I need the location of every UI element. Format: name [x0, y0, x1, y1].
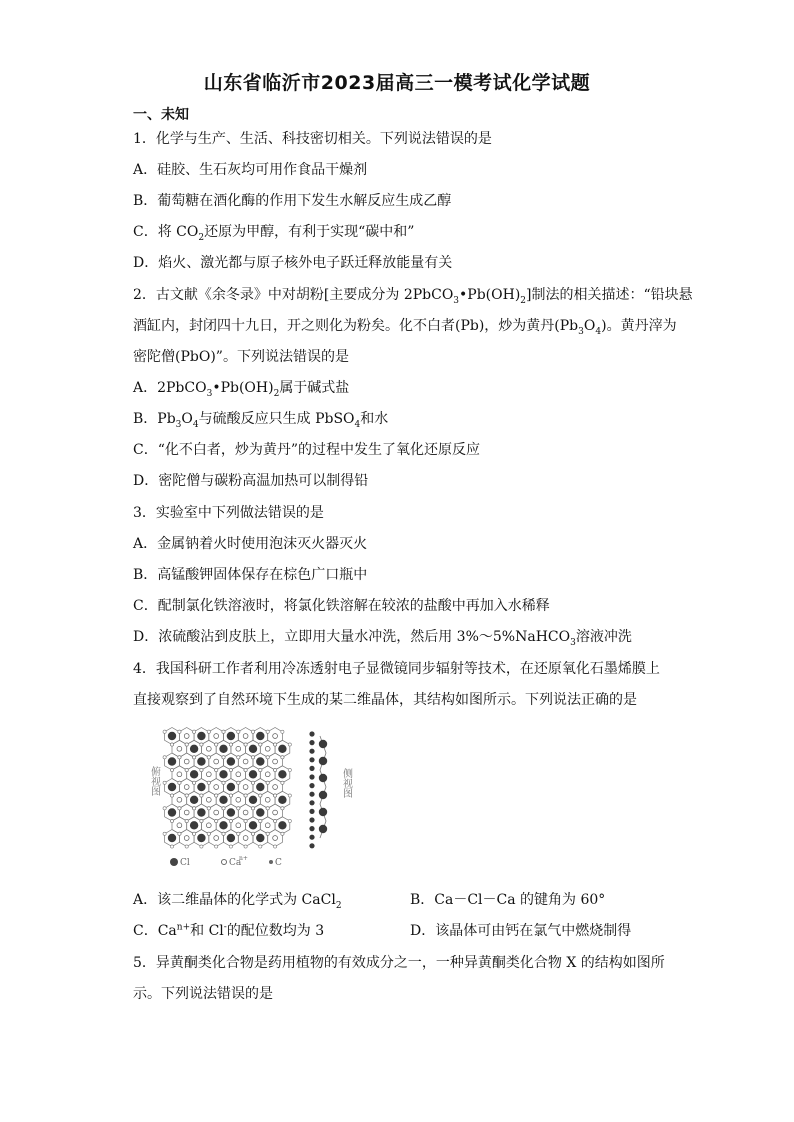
lattice-node	[207, 832, 210, 835]
lattice-node	[244, 845, 247, 848]
q3-option-a: A．金属钠着火时使用泡沫灭火器灭火	[133, 536, 368, 552]
lattice-node	[281, 832, 284, 835]
ca-atom	[206, 746, 211, 751]
legend-ca-marker	[222, 860, 227, 865]
lattice-node	[193, 730, 196, 733]
subscript: 3	[578, 326, 584, 337]
text: A．该二维晶体的化学式为 CaCl	[133, 892, 336, 908]
lattice-node	[185, 819, 188, 822]
text: C．将 CO	[133, 224, 199, 240]
q5-stem-line2: 示。下列说法错误的是	[133, 986, 273, 1002]
ca-atom	[273, 785, 278, 790]
side-chain-atom	[309, 817, 314, 822]
subscript: 3	[206, 388, 213, 399]
lattice-node	[163, 832, 166, 835]
side-zigzag	[320, 736, 326, 838]
cl-atom	[249, 770, 257, 778]
text: O	[181, 411, 193, 427]
lattice-node	[244, 768, 247, 771]
q2-option-d: D．密陀僧与碳粉高温加热可以制得铅	[133, 473, 369, 489]
lattice-node	[185, 794, 188, 797]
ca-atom	[177, 797, 182, 802]
lattice-node	[281, 756, 284, 759]
section-heading: 一、未知	[133, 107, 189, 123]
lattice-node	[170, 845, 173, 848]
text: •Pb(OH)	[459, 287, 521, 303]
lattice-node	[281, 730, 284, 733]
lattice-node	[163, 781, 166, 784]
ca-atom	[236, 823, 241, 828]
cl-atom	[227, 834, 235, 842]
side-chain-atom	[309, 826, 314, 831]
lattice-node	[193, 807, 196, 810]
lattice-node	[288, 794, 291, 797]
ca-atom	[214, 785, 219, 790]
lattice-node	[266, 756, 269, 759]
lattice-node	[266, 781, 269, 784]
lattice-node	[288, 768, 291, 771]
lattice-node	[251, 730, 254, 733]
lattice-node	[259, 794, 262, 797]
cl-atom	[227, 808, 235, 816]
cl-atom	[249, 821, 257, 829]
lattice-node	[237, 756, 240, 759]
q4-option-d: D．该晶体可由钙在氯气中燃烧制得	[410, 923, 632, 939]
side-view-lattice	[309, 731, 327, 848]
q4-option-b: B．Ca－Cl－Ca 的键角为 60°	[410, 892, 606, 908]
ca-atom	[206, 823, 211, 828]
lattice-node	[178, 832, 181, 835]
side-chain-atom	[309, 757, 314, 762]
lattice-node	[185, 768, 188, 771]
cl-atom	[197, 732, 205, 740]
lattice-node	[207, 756, 210, 759]
legend-ca-sup: n+	[239, 855, 248, 862]
lattice-node	[178, 756, 181, 759]
cl-atom	[278, 770, 286, 778]
lattice-node	[237, 832, 240, 835]
lattice-node	[163, 730, 166, 733]
ca-atom	[177, 746, 182, 751]
lattice-node	[193, 781, 196, 784]
q4-stem-line2: 直接观察到了自然环境下生成的某二维晶体，其结构如图所示。下列说法正确的是	[133, 692, 637, 708]
ca-atom	[177, 772, 182, 777]
cl-atom	[197, 757, 205, 765]
ca-atom	[243, 810, 248, 815]
ca-atom	[265, 797, 270, 802]
ca-atom	[273, 734, 278, 739]
lattice-node	[259, 845, 262, 848]
cl-atom	[168, 732, 176, 740]
legend-c-label: C	[275, 858, 282, 868]
side-cl-atom	[319, 791, 327, 799]
legend-cl-label: Cl	[180, 858, 190, 868]
lattice-node	[259, 819, 262, 822]
top-view-lattice	[163, 728, 291, 849]
lattice-node	[266, 832, 269, 835]
crystal-structure-figure	[150, 726, 358, 874]
lattice-node	[244, 794, 247, 797]
cl-atom	[168, 783, 176, 791]
side-cl-atom	[319, 825, 327, 833]
lattice-node	[237, 730, 240, 733]
ca-atom	[214, 759, 219, 764]
cl-atom	[256, 732, 264, 740]
subscript: 4	[192, 419, 199, 430]
cl-atom	[227, 757, 235, 765]
subscript: 2	[335, 900, 342, 911]
side-cl-atom	[319, 808, 327, 816]
text: •Pb(OH)	[212, 380, 274, 396]
cl-atom	[190, 821, 198, 829]
lattice-node	[215, 819, 218, 822]
lattice-node	[259, 768, 262, 771]
q3-option-c: C．配制氯化铁溶液时，将氯化铁溶解在较浓的盐酸中再加入水稀释	[133, 598, 550, 614]
lattice-node	[266, 807, 269, 810]
lattice-node	[288, 743, 291, 746]
side-view-label: 侧视图	[340, 768, 352, 798]
cl-atom	[168, 757, 176, 765]
cl-atom	[256, 834, 264, 842]
text: 与硫酸反应只生成 PbSO	[198, 411, 355, 427]
lattice-node	[288, 819, 291, 822]
top-view-label: 俯视图	[148, 766, 160, 796]
lattice-node	[251, 807, 254, 810]
lattice-node	[229, 743, 232, 746]
lattice-node	[222, 807, 225, 810]
lattice-node	[185, 845, 188, 848]
subscript: 3	[570, 637, 576, 648]
cl-atom	[256, 808, 264, 816]
ca-atom	[236, 772, 241, 777]
lattice-node	[229, 819, 232, 822]
side-chain-atom	[309, 731, 314, 736]
cl-atom	[190, 770, 198, 778]
lattice-node	[266, 730, 269, 733]
side-chain-atom	[309, 774, 314, 779]
lattice-node	[215, 768, 218, 771]
lattice-node	[281, 807, 284, 810]
lattice-node	[185, 743, 188, 746]
q5-stem-line1: 5．异黄酮类化合物是药用植物的有效成分之一，一种异黄酮类化合物 X 的结构如图所	[133, 955, 665, 971]
crystal-structure-diagram	[150, 726, 358, 874]
lattice-node	[170, 768, 173, 771]
ca-atom	[214, 734, 219, 739]
legend-c-marker	[269, 860, 273, 864]
subscript: 2	[520, 295, 527, 306]
text: D．浓硫酸沾到皮肤上，立即用大量水冲洗，然后用 3%～5%NaHCO	[133, 629, 571, 645]
lattice-node	[229, 768, 232, 771]
ca-atom	[273, 810, 278, 815]
q3-option-d	[133, 627, 632, 647]
cl-atom	[197, 783, 205, 791]
subscript: 3	[453, 295, 460, 306]
subscript: 2	[198, 232, 205, 243]
lattice-node	[274, 819, 277, 822]
ca-atom	[243, 734, 248, 739]
lattice-node	[200, 819, 203, 822]
text: 溶液冲洗	[575, 629, 632, 645]
cl-atom	[219, 770, 227, 778]
ca-atom	[243, 785, 248, 790]
lattice-node	[259, 743, 262, 746]
lattice-node	[200, 794, 203, 797]
text: 还原为甲醇，有利于实现“碳中和”	[204, 224, 415, 240]
legend-ca-label: Ca	[229, 858, 242, 868]
q2-stem-line3: 密陀僧(PbO)”。下列说法错误的是	[133, 349, 349, 365]
text: )。黄丹滓为	[601, 318, 677, 334]
side-cl-atom	[319, 774, 327, 782]
q2-option-c: C．“化不白者，炒为黄丹”的过程中发生了氧化还原反应	[133, 442, 481, 458]
side-chain-atom	[309, 749, 314, 754]
lattice-node	[178, 781, 181, 784]
cl-atom	[190, 796, 198, 804]
lattice-node	[193, 832, 196, 835]
side-chain-atom	[309, 766, 314, 771]
lattice-node	[163, 756, 166, 759]
q3-option-b: B．高锰酸钾固体保存在棕色广口瓶中	[133, 567, 368, 583]
cl-atom	[278, 745, 286, 753]
side-cl-atom	[319, 757, 327, 765]
cl-atom	[168, 808, 176, 816]
q4-stem-line1: 4．我国科研工作者利用冷冻透射电子显微镜同步辐射等技术，在还原氧化石墨烯膜上	[133, 661, 660, 677]
q2-option-b	[133, 409, 388, 429]
subscript: 3	[175, 419, 182, 430]
ca-atom	[184, 759, 189, 764]
lattice-node	[274, 743, 277, 746]
lattice-node	[244, 819, 247, 822]
lattice-node	[200, 743, 203, 746]
ca-atom	[265, 772, 270, 777]
lattice-node	[274, 794, 277, 797]
text: 2．古文献《余冬录》中对胡粉[主要成分为 2PbCO	[133, 287, 454, 303]
lattice-node	[207, 730, 210, 733]
ca-atom	[184, 734, 189, 739]
ca-atom	[184, 836, 189, 841]
cl-atom	[278, 796, 286, 804]
cl-atom	[197, 808, 205, 816]
legend-cl-marker	[170, 858, 178, 866]
lattice-node	[244, 743, 247, 746]
q4-option-c	[133, 921, 324, 941]
q2-stem-line2	[133, 316, 677, 336]
side-chain-atom	[309, 835, 314, 840]
text: B．Pb	[133, 411, 176, 427]
lattice-node	[251, 781, 254, 784]
cl-atom	[219, 745, 227, 753]
ca-atom	[243, 759, 248, 764]
subscript: 2	[273, 388, 280, 399]
text: C．Ca	[133, 923, 177, 939]
cl-atom	[249, 745, 257, 753]
q1-stem: 1．化学与生产、生活、科技密切相关。下列说法错误的是	[133, 131, 492, 147]
q2-stem-line1	[133, 285, 693, 305]
lattice-node	[274, 768, 277, 771]
ca-atom	[273, 759, 278, 764]
ca-atom	[214, 836, 219, 841]
side-chain-atom	[309, 800, 314, 805]
superscript: n+	[176, 922, 191, 933]
text: 和 Cl	[190, 923, 224, 939]
ca-atom	[236, 797, 241, 802]
cl-atom	[249, 796, 257, 804]
subscript: 4	[354, 419, 361, 430]
side-chain-atom	[309, 809, 314, 814]
cl-atom	[256, 757, 264, 765]
side-chain-atom	[309, 843, 314, 848]
lattice-node	[222, 781, 225, 784]
lattice-node	[222, 756, 225, 759]
lattice-node	[229, 845, 232, 848]
lattice-node	[170, 794, 173, 797]
lattice-node	[274, 845, 277, 848]
lattice-node	[163, 807, 166, 810]
ca-atom	[265, 746, 270, 751]
cl-atom	[197, 834, 205, 842]
lattice-node	[207, 807, 210, 810]
text: O	[583, 318, 596, 334]
cl-atom	[168, 834, 176, 842]
side-chain-atom	[309, 740, 314, 745]
cl-atom	[219, 796, 227, 804]
q4-option-a	[133, 890, 342, 910]
lattice-node	[251, 756, 254, 759]
q2-option-a	[133, 378, 349, 398]
lattice-node	[193, 756, 196, 759]
lattice-node	[215, 743, 218, 746]
ca-atom	[265, 823, 270, 828]
text: 属于碱式盐	[279, 380, 350, 396]
q3-stem: 3．实验室中下列做法错误的是	[133, 505, 324, 521]
cl-atom	[256, 783, 264, 791]
lattice-node	[200, 845, 203, 848]
cl-atom	[219, 821, 227, 829]
lattice-node	[178, 730, 181, 733]
cl-atom	[278, 821, 286, 829]
ca-atom	[206, 772, 211, 777]
side-cl-atom	[319, 740, 327, 748]
lattice-node	[200, 768, 203, 771]
lattice-node	[281, 781, 284, 784]
lattice-node	[237, 807, 240, 810]
ca-atom	[184, 785, 189, 790]
lattice-node	[215, 845, 218, 848]
lattice-node	[222, 730, 225, 733]
cl-atom	[227, 732, 235, 740]
ca-atom	[273, 836, 278, 841]
lattice-node	[237, 781, 240, 784]
ca-atom	[206, 797, 211, 802]
text: ]制法的相关描述：“铅块悬	[526, 287, 693, 303]
lattice-node	[229, 794, 232, 797]
subscript: 4	[595, 326, 602, 337]
cl-atom	[190, 745, 198, 753]
q1-option-a: A．硅胶、生石灰均可用作食品干燥剂	[133, 162, 368, 178]
cl-atom	[227, 783, 235, 791]
q1-option-c	[133, 222, 414, 242]
text: A．2PbCO	[133, 380, 207, 396]
lattice-node	[207, 781, 210, 784]
lattice-node	[215, 794, 218, 797]
page-title: 山东省临沂市2023届高三一模考试化学试题	[203, 72, 591, 94]
lattice-node	[170, 743, 173, 746]
superscript: -	[223, 922, 227, 933]
side-chain-atom	[309, 792, 314, 797]
ca-atom	[243, 836, 248, 841]
legend	[170, 855, 282, 868]
lattice-node	[170, 819, 173, 822]
side-chain-atom	[309, 783, 314, 788]
text: 和水	[360, 411, 389, 427]
lattice-node	[222, 832, 225, 835]
lattice-node	[178, 807, 181, 810]
ca-atom	[214, 810, 219, 815]
text: 的配位数均为 3	[226, 923, 325, 939]
ca-atom	[184, 810, 189, 815]
ca-atom	[236, 746, 241, 751]
lattice-node	[251, 832, 254, 835]
ca-atom	[177, 823, 182, 828]
q1-option-d: D．焰火、激光都与原子核外电子跃迁释放能量有关	[133, 255, 453, 271]
q1-option-b: B．葡萄糖在酒化酶的作用下发生水解反应生成乙醇	[133, 193, 452, 209]
text: 酒缸内，封闭四十九日，开之则化为粉矣。化不白者(Pb)，炒为黄丹(Pb	[133, 318, 579, 334]
